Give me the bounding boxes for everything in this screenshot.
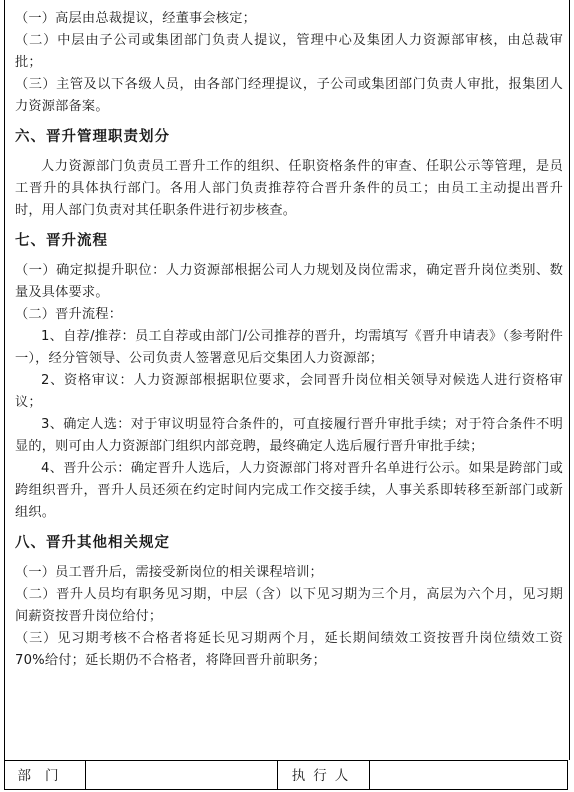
document-frame	[4, 0, 570, 760]
section-heading-6: 六、晋升管理职责划分	[15, 129, 170, 145]
document-body	[15, 8, 563, 672]
process-step-1: 1、自荐/推荐：员工自荐或由部门/公司推荐的晋升，均需填写《晋升申请表》（参考附件一），经分管领导、公司负责人签署意见后交集团人力资源部；	[15, 329, 563, 366]
rule-item-probation: （二）晋升人员均有职务见习期，中层（含）以下见习期为三个月，高层为六个月，见习期间薪资按晋升岗位给付；	[15, 587, 563, 624]
process-step-4: 4、晋升公示：确定晋升人选后，人力资源部门将对晋升名单进行公示。如果是跨部门或跨组织晋升，晋升人员还须在约定时间内完成工作交接手续，人事关系即转移至新部门或新组织。	[15, 461, 563, 520]
rule-item-training: （一）员工晋升后，需接受新岗位的相关课程培训；	[15, 565, 323, 580]
approval-item-senior: （一）高层由总裁提议，经董事会核定；	[15, 11, 256, 26]
footer-table	[4, 760, 568, 790]
section-heading-7: 七、晋升流程	[15, 233, 108, 249]
process-item-flow: （二）晋升流程：	[15, 307, 123, 322]
executor-label: 执行人	[277, 761, 370, 789]
process-step-3: 3、确定人选：对于审议明显符合条件的，可直接履行晋升审批手续；对于符合条件不明显的，则可由人力资源部门组织内部竞聘，最终确定人选后履行晋升审批手续；	[15, 417, 563, 454]
department-label: 部门	[17, 768, 73, 784]
process-step-2: 2、资格审议：人力资源部根据职位要求，会同晋升岗位相关领导对候选人进行资格审议；	[15, 373, 563, 410]
approval-item-supervisor: （三）主管及以下各级人员，由各部门经理提议，子公司或集团部门负责人审批，报集团人力资源部备案。	[15, 77, 563, 114]
department-value-cell	[85, 761, 278, 789]
section-heading-8: 八、晋升其他相关规定	[15, 535, 170, 551]
process-item-position: （一）确定拟提升职位：人力资源部根据公司人力规划及岗位需求，确定晋升岗位类别、数量及具体要求。	[15, 263, 563, 300]
responsibility-paragraph: 人力资源部门负责员工晋升工作的组织、任职资格条件的审查、任职公示等管理，是员工晋升的具体执行部门。各用人部门负责推荐符合晋升条件的员工；由员工主动提出晋升时，用人部门负责对其任职条件进行初步核查。	[15, 159, 563, 218]
executor-value-cell	[369, 761, 568, 789]
approval-item-middle: （二）中层由子公司或集团部门负责人提议，管理中心及集团人力资源部审核，由总裁审批；	[15, 33, 563, 70]
rule-item-extension: （三）见习期考核不合格者将延长见习期两个月，延长期间绩效工资按晋升岗位绩效工资 70%给付；延长期仍不合格者，将降回晋升前职务；	[15, 631, 563, 668]
document-page	[4, 0, 570, 792]
